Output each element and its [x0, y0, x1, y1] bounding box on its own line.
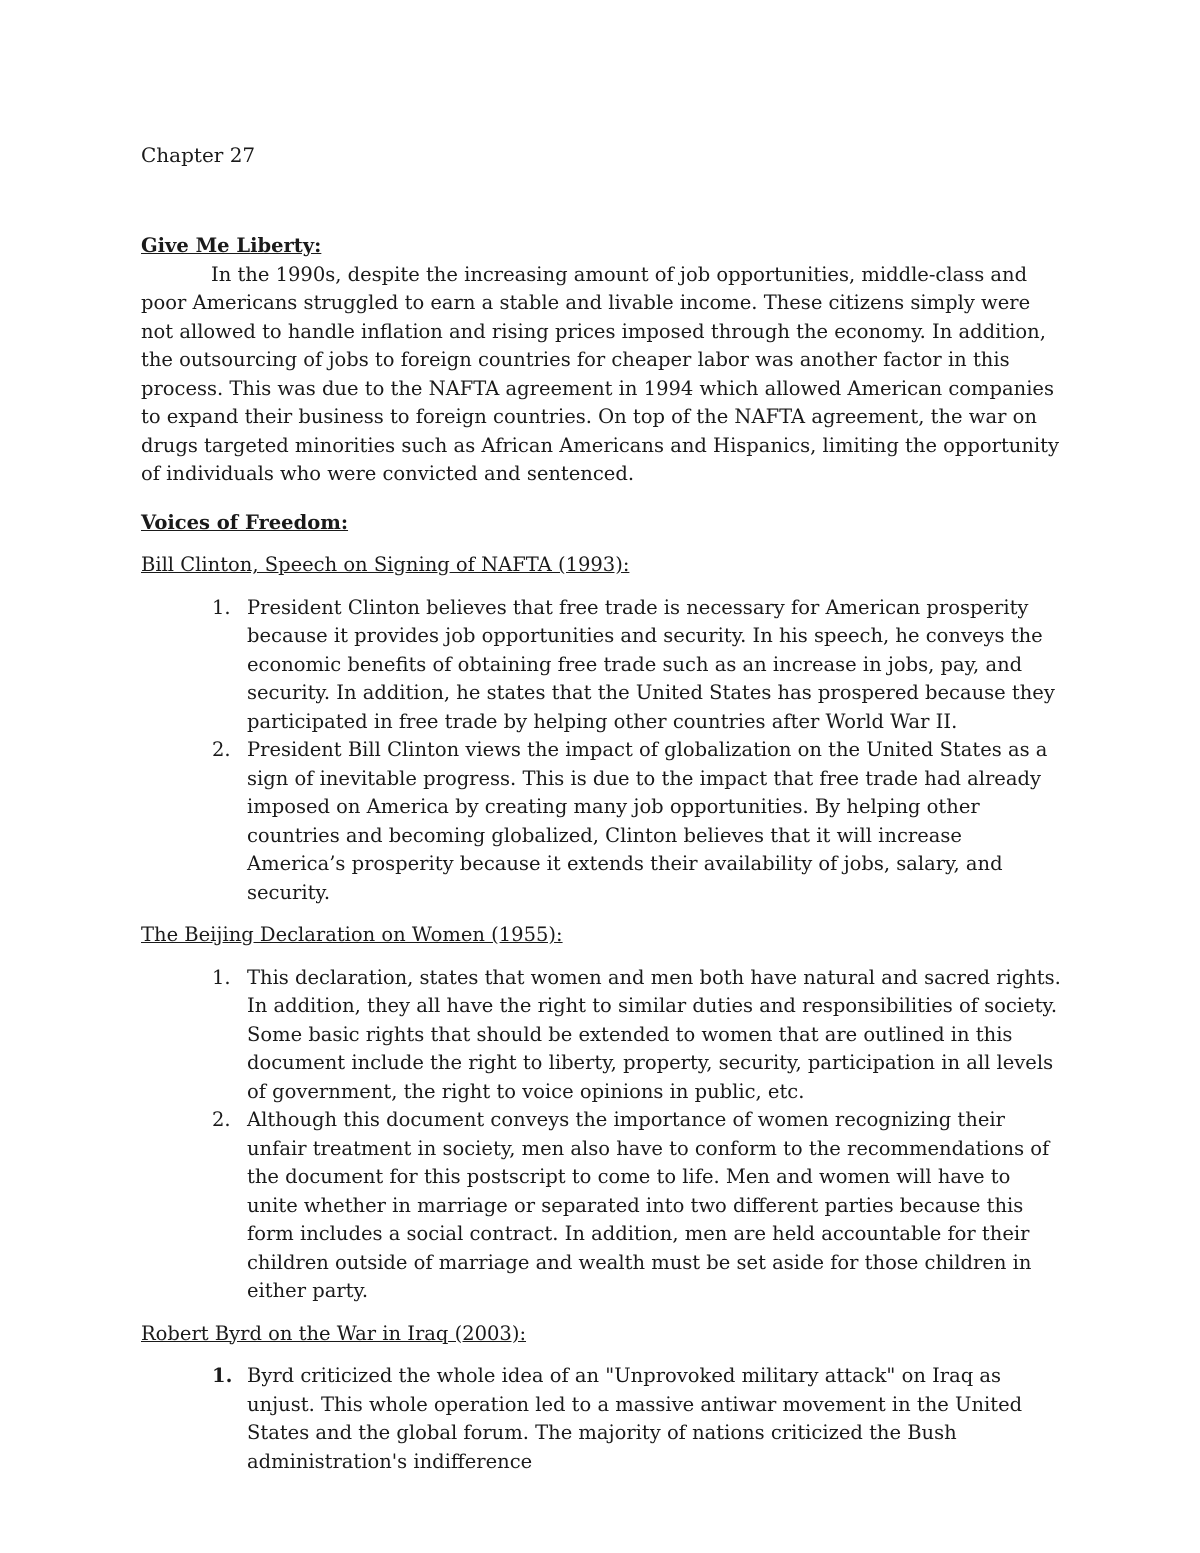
voices-of-freedom-title: Voices of Freedom: — [141, 510, 349, 534]
list-number: 1. — [212, 965, 231, 989]
clinton-nafta-list — [141, 594, 1061, 908]
list-item-text: President Clinton believes that free trade is necessary for American prosperity because it provides job opportunities and security. In his speech, he conveys the economic benefits of obtaining free trade such as an increase in jobs, pay, and security. In addition, he states that the United States has prospered because they participated in free trade by helping other countries after World War II. — [247, 595, 1055, 733]
beijing-declaration-heading: The Beijing Declaration on Women (1955): — [141, 923, 563, 946]
list-item-text: Although this document conveys the importance of women recognizing their unfair treatment in society, men also have to conform to the recommendations of the document for this postscript to come to life. Men and women will have to unite whether in marriage or separated into two different parties because this form includes a social contract. In addition, men are held accountable for their children outside of marriage and wealth must be set aside for those children in either party. — [247, 1108, 1050, 1302]
byrd-iraq-list — [141, 1362, 1061, 1476]
byrd-iraq-heading: Robert Byrd on the War in Iraq (2003): — [141, 1321, 527, 1345]
list-item-text: Byrd criticized the whole idea of an "Unprovoked military attack" on Iraq as unjust. This whole operation led to a massive antiwar movement in the United States and the global forum. The majority of nations criticized the Bush administration's indifference — [247, 1364, 1023, 1473]
list-item-text: President Bill Clinton views the impact of globalization on the United States as a sign of inevitable progress. This is due to the impact that free trade had already imposed on America by creating many job opportunities. By helping other countries and becoming globalized, Clinton believes that it will increase America’s prosperity because it extends their availability of jobs, salary, and security. — [247, 738, 1048, 904]
chapter-heading: Chapter 27 — [141, 143, 256, 167]
give-me-liberty-title: Give Me Liberty: — [141, 234, 322, 257]
clinton-nafta-heading: Bill Clinton, Speech on Signing of NAFTA (1993): — [141, 553, 630, 576]
list-item — [141, 1106, 1061, 1306]
list-item — [141, 964, 1061, 1107]
list-item — [141, 1362, 1061, 1476]
beijing-declaration-list — [141, 964, 1061, 1306]
list-number: 2. — [212, 1108, 231, 1131]
list-number: 1. — [212, 595, 231, 619]
list-number: 2. — [212, 738, 231, 761]
list-item — [141, 594, 1061, 737]
document-page — [141, 140, 1061, 1476]
list-item-text: This declaration, states that women and men both have natural and sacred rights. In addition, they all have the right to similar duties and responsibilities of society. Some basic rights that should be extended to women that are outlined in this document include the right to liberty, property, security, participation in all levels of government, the right to voice opinions in public, etc. — [247, 965, 1061, 1103]
list-number: 1. — [212, 1364, 233, 1387]
list-item — [141, 736, 1061, 907]
give-me-liberty-paragraph: In the 1990s, despite the increasing amount of job opportunities, middle-class and poor Americans struggled to earn a stable and livable income. These citizens simply were not allowed to handle inflation and rising prices imposed through the economy. In addition, the outsourcing of jobs to foreign countries for cheaper labor was another factor in this process. This was due to the NAFTA agreement in 1994 which allowed American companies to expand their business to foreign countries. On top of the NAFTA agreement, the war on drugs targeted minorities such as African Americans and Hispanics, limiting the opportunity of individuals who were convicted and sentenced. — [141, 262, 1059, 485]
